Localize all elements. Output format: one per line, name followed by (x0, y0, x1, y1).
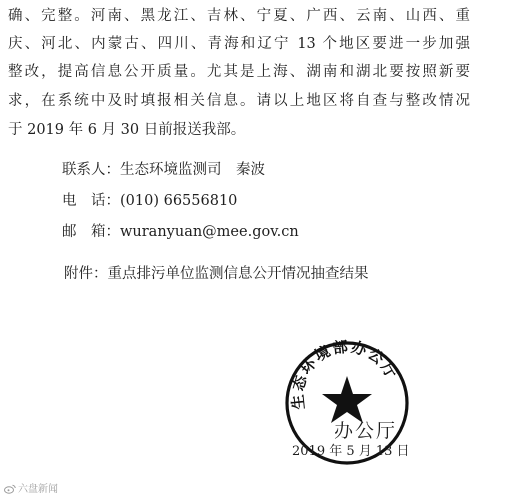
attachment-row (64, 264, 369, 284)
contact-person-value: 生态环境监测司 秦波 (120, 162, 265, 178)
contact-phone-row (62, 191, 237, 211)
watermark-text: 六盘新闻 (18, 484, 58, 495)
paragraph-line: 于 2019 年 6 月 30 日前报送我部。 (8, 122, 246, 138)
contact-email-row (62, 222, 299, 242)
contact-person-label: 联系人： (62, 162, 120, 178)
paragraph-line: 整改，提高信息公开质量。尤其是上海、湖南和湖北要按照新要 (8, 64, 470, 80)
attachment-title: 重点排污单位监测信息公开情况抽查结果 (107, 266, 369, 282)
seal-arc-textpath: 生态环境部办公厅 (288, 338, 402, 411)
contact-phone-label: 电 话： (62, 193, 120, 209)
paragraph-line: 确、完整。河南、黑龙江、吉林、宁夏、广西、云南、山西、重 (8, 8, 470, 24)
weibo-logo-icon (4, 484, 16, 494)
signature-date: 2019 年 5 月 13 日 (292, 444, 410, 459)
paragraph-line: 求，在系统中及时填报相关信息。请以上地区将自查与整改情况 (8, 93, 470, 109)
contact-email-label: 邮 箱： (62, 224, 120, 240)
contact-phone-value: (010) 66556810 (120, 193, 238, 209)
contact-person-row (62, 160, 265, 180)
paragraph-line: 庆、河北、内蒙古、四川、青海和辽宁 13 个地区要进一步加强 (8, 36, 470, 52)
attachment-label: 附件： (64, 266, 108, 282)
signature-org: 办公厅 (334, 420, 398, 442)
contact-email-value[interactable]: wuranyuan@mee.gov.cn (120, 224, 299, 240)
watermark (4, 480, 58, 495)
